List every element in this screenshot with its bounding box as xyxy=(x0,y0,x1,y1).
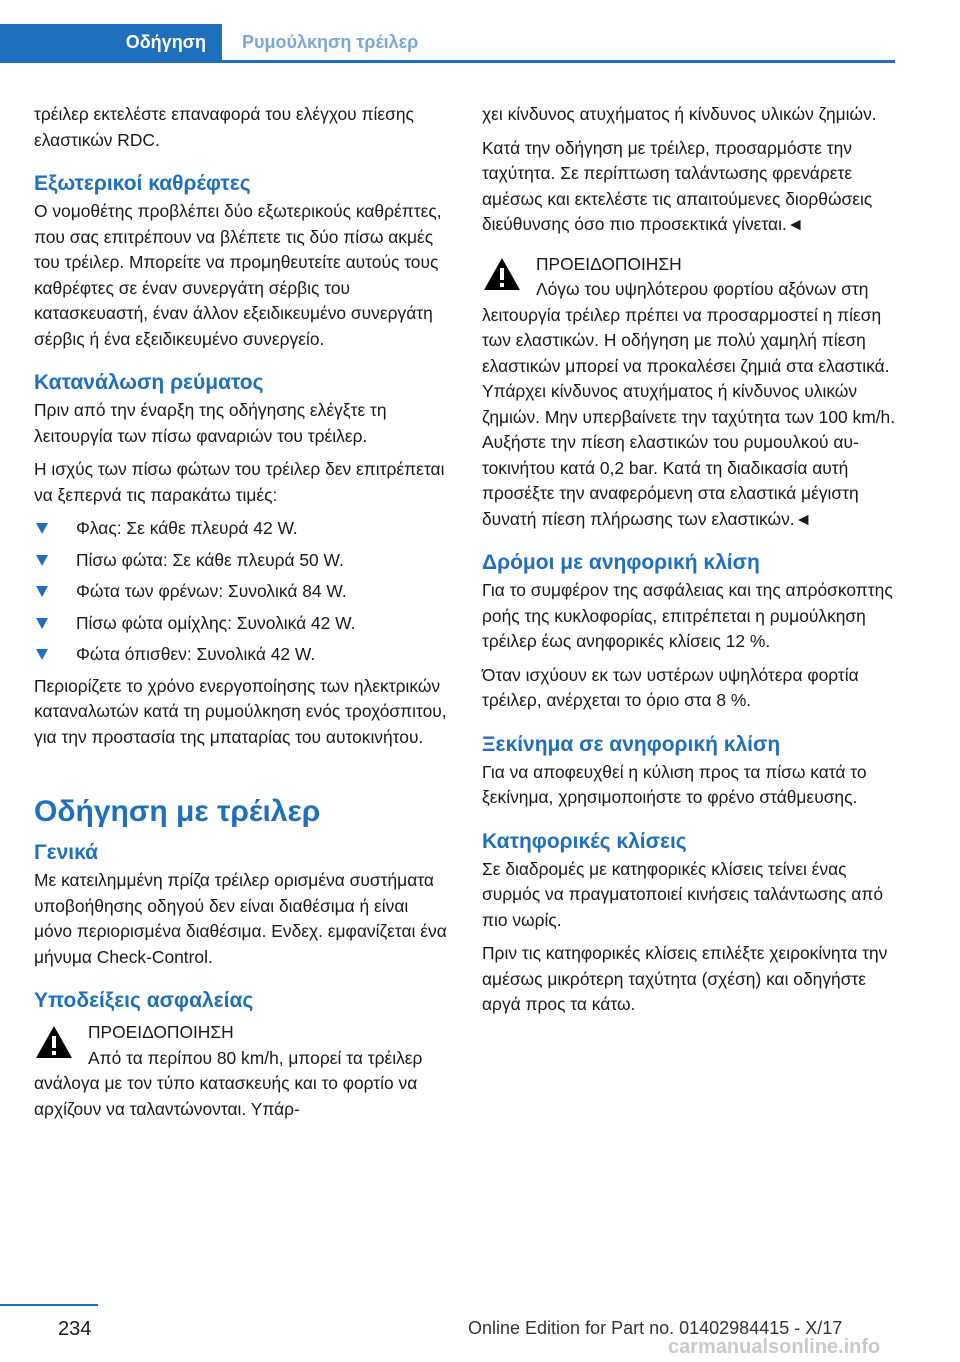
warning-triangle-icon xyxy=(482,256,522,292)
power-paragraph-3: Περιορίζετε το χρόνο ενεργοποίησης των ηλεκτρικών καταναλωτών κατά τη ρυμούλκηση ενός τροχόσπιτου, για την προστασία της μπαταρίας του αυτοκινήτου. xyxy=(34,675,447,747)
header-tab-trailer-towing: Ρυμούλκηση τρέιλερ xyxy=(242,31,419,52)
triangle-bullet-icon xyxy=(36,586,48,597)
list-item: Φώτα των φρένων: Συνολικά 84 W. xyxy=(34,579,450,605)
warning-triangle-icon xyxy=(34,1024,74,1060)
warning-text: Λόγω του υψηλότερου φορτίου αξόνων στη λειτουργία τρέιλερ πρέπει να προσαρμοστεί η πίεση των ελαστικών. Η οδήγηση με πολύ χαμηλή πίεση ελαστικών μπορεί να προκαλέσει ζημιά στα ελαστικά. Υπάρχει κίνδυνος ατυχήματος ή κίνδυνος υλικών ζημιών. Μην υπερβαίνετε την ταχύτητα των 100 km/h. Αυξήστε την πίεση ελαστικών του ρυμουλκού αυτοκινήτου κατά 0,2 bar. Κατά τη διαδικασία αυτή προσέξτε την αναφερόμενη στα ελαστικά μέγιστη δυνατή πίεση πλήρωσης των ελαστικών.◄ xyxy=(482,279,896,529)
heading-safety-notes: Υποδείξεις ασφαλείας xyxy=(34,989,254,1012)
intro-paragraph: τρέιλερ εκτελέστε επαναφορά του ελέγχου πίεσης ελαστικών RDC. xyxy=(34,104,414,150)
warning-title: ΠΡΟΕΙΔΟΠΟΙΗΣΗ xyxy=(88,1022,234,1042)
warning-box xyxy=(34,1020,450,1122)
heading-power-consumption: Κατανάλωση ρεύματος xyxy=(34,371,264,394)
heading-general: Γενικά xyxy=(34,841,99,864)
list-item: Πίσω φώτα ομίχλης: Συνολικά 42 W. xyxy=(34,611,450,637)
continued-paragraph: χει κίνδυνος ατυχήματος ή κίνδυνος υλικών ζημιών. xyxy=(482,104,877,124)
triangle-bullet-icon xyxy=(36,618,48,629)
page-number-rule xyxy=(0,1304,98,1306)
general-paragraph: Με κατειλημμένη πρίζα τρέιλερ ορισμένα συστήματα υποβοήθησης οδηγού δεν είναι διαθέσιμα ή είναι μόνο περιορισμένα διαθέσιμα. Ενδεχ. εμφανίζεται ένα μήνυμα Check-Control. xyxy=(34,870,447,967)
list-item: Φλας: Σε κάθε πλευρά 42 W. xyxy=(34,516,450,542)
uphill-start-paragraph: Για να αποφευχθεί η κύλιση προς τα πίσω κατά το ξεκίνημα, χρησιμοποιήστε το φρένο στάθμευσης. xyxy=(482,761,867,807)
page-header xyxy=(0,24,895,64)
downhill-paragraph-2: Πριν τις κατηφορικές κλίσεις επιλέξτε χειροκίνητα την αμέσως μικρότερη ταχύτητα (σχέση) και οδηγήστε αργά προς τα κάτω. xyxy=(482,943,888,1014)
power-paragraph-2: Η ισχύς των πίσω φώτων του τρέιλερ δεν επιτρέπεται να ξεπερνά τις παρακάτω τιμές: xyxy=(34,459,445,505)
speed-paragraph: Κατά την οδήγηση με τρέιλερ, προσαρμόστε την ταχύτητα. Σε περίπτωση ταλάντωσης φρενάρετε αμέσως και εκτελέστε τις απαιτούμενες διορθώσεις διεύθυνσης όσο πιο προσεκτικά γίνεται.◄ xyxy=(482,137,873,234)
header-tab-driving: Οδήγηση xyxy=(0,24,222,60)
header-rule xyxy=(0,60,895,63)
power-paragraph-1: Πριν από την έναρξη της οδήγησης ελέγξτε τη λειτουργία των πίσω φαναριών του τρέιλερ. xyxy=(34,400,387,446)
heading-driving-with-trailer: Οδήγηση με τρέιλερ xyxy=(34,795,321,828)
triangle-bullet-icon xyxy=(36,523,48,534)
edition-note: Online Edition for Part no. 01402984415 - X/17 xyxy=(468,1318,843,1338)
page-number: 234 xyxy=(58,1318,92,1340)
left-column xyxy=(34,102,450,1130)
list-item: Πίσω φώτα: Σε κάθε πλευρά 50 W. xyxy=(34,548,450,574)
list-item: Φώτα όπισθεν: Συνολικά 42 W. xyxy=(34,642,450,668)
triangle-bullet-icon xyxy=(36,649,48,660)
warning-box xyxy=(482,252,896,533)
uphill-paragraph-1: Για το συμφέρον της ασφάλειας και της απρόσκοπτης ροής της κυκλοφορίας, επιτρέπεται η ρυμούλκηση τρέιλερ έως ανηφορικές κλίσεις 12 %. xyxy=(482,580,893,651)
heading-downhill: Κατηφορικές κλίσεις xyxy=(482,829,687,853)
warning-text: Από τα περίπου 80 km/h, μπορεί τα τρέιλερ ανάλογα με τον τύπο κατασκευής και το φορτίο να αρχίζουν να ταλαντώνονται. Υπάρ- xyxy=(34,1047,423,1119)
right-column xyxy=(482,102,896,1026)
heading-exterior-mirrors: Εξωτερικοί καθρέφτες xyxy=(34,172,251,195)
heading-uphill-roads: Δρόμοι με ανηφορική κλίση xyxy=(482,551,760,574)
mirrors-paragraph: Ο νομοθέτης προβλέπει δύο εξωτερικούς καθρέπτες, που σας επιτρέπουν να βλέπετε τις δύο πίσω ακμές του τρέιλερ. Μπορείτε να προμηθευτείτε αυτούς τους καθρέφτες σε έναν συνεργάτη σέρβις του κατασκευαστή, έναν άλλον εξειδικευμένο συνεργάτη σέρβις ή ένα εξειδικευμένο συνεργείο. xyxy=(34,201,442,349)
lamp-power-list xyxy=(34,516,450,668)
uphill-paragraph-2: Όταν ισχύουν εκ των υστέρων υψηλότερα φορτία τρέιλερ, ανέρχεται το όριο στα 8 %. xyxy=(482,664,859,710)
heading-uphill-start: Ξεκίνημα σε ανηφορική κλίση xyxy=(482,732,781,756)
triangle-bullet-icon xyxy=(36,555,48,566)
warning-title: ΠΡΟΕΙΔΟΠΟΙΗΣΗ xyxy=(536,253,682,274)
watermark: carmanualsonline.info xyxy=(668,1336,881,1358)
downhill-paragraph-1: Σε διαδρομές με κατηφορικές κλίσεις τείνει ένας συρμός να πραγματοποιεί κινήσεις ταλάντωσης από πιο νωρίς. xyxy=(482,858,884,930)
